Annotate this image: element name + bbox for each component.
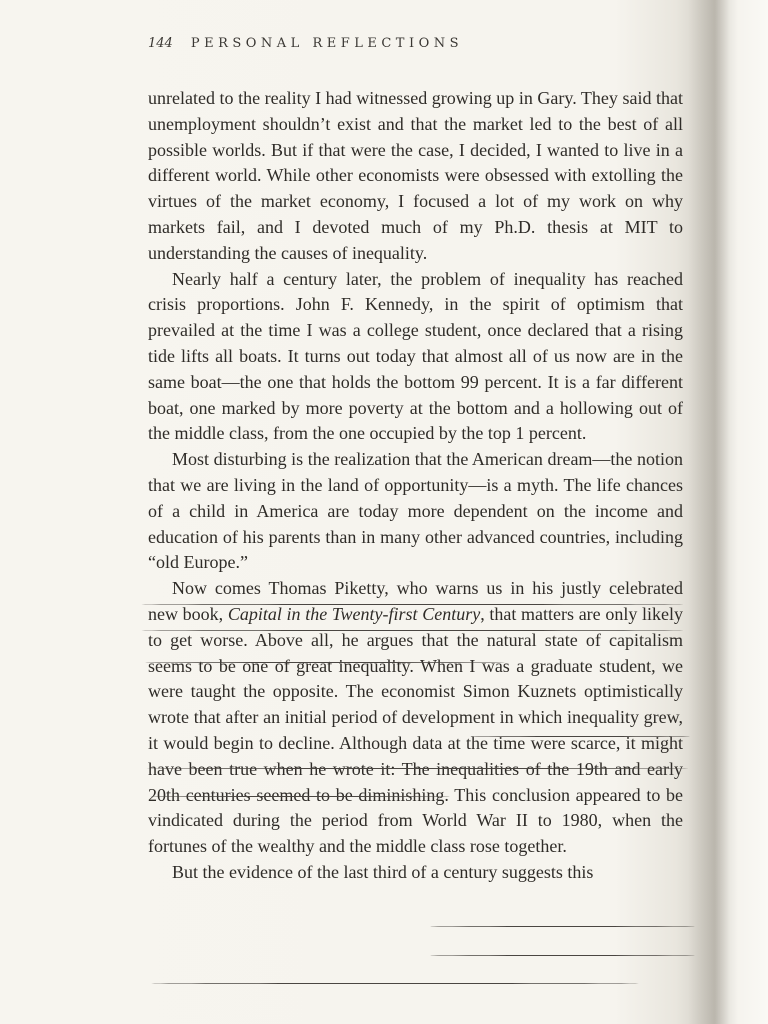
pen-underline bbox=[470, 736, 690, 737]
running-title: PERSONAL REFLECTIONS bbox=[190, 36, 464, 51]
pen-underline bbox=[140, 604, 685, 605]
paragraph-5: But the evidence of the last third of a century suggests this bbox=[172, 861, 594, 882]
pen-underline bbox=[140, 630, 685, 631]
pen-underline bbox=[150, 796, 450, 797]
paragraph-1: unrelated to the reality I had witnessed growing up in Gary. They said that unemployment shouldn’t exist and that the market led to the best of all possible worlds. But if that were the case, I decided, I wanted to live in a different world. While other economists were obsessed with extolling the virtues of the market economy, I focused a lot of my work on why markets fail, and I devoted much of my Ph.D. thesis at MIT to understanding the causes of inequality. bbox=[148, 88, 683, 263]
pen-underline bbox=[145, 768, 690, 769]
page-number: 144 bbox=[148, 36, 173, 51]
paragraph-4-end: , that matters are only likely to get worse. Above all, he argues that the natural state of capitalism seems to be one of great inequality. When I was a graduate student, we were taught the opposite. The economist Simon Kuznets optimistically wrote that after an initial period of development in which inequality grew, it would begin to decline. Although data at the time were scarce, it might have been true when he wrote it: The inequalities of the 19th and early 20th centuries seemed to be diminishing. This conclusion appeared to be vindicated during the period from World War II to 1980, when the fortunes of the wealthy and the middle class rose together. bbox=[148, 603, 683, 857]
paragraph-3: Most disturbing is the realization that the American dream—the notion that we are living in the land of opportunity—is a myth. The life chances of a child in America are today more dependent on the income and education of his parents than in many other advanced countries, including “old Europe.” bbox=[148, 449, 683, 573]
paragraph-2: Nearly half a century later, the problem of inequality has reached crisis proportions. John F. Kennedy, in the spirit of optimism that prevailed at the time I was a college student, once declared that a rising tide lifts all boats. It turns out today that almost all of us now are in the same boat—the one that holds the bottom 99 percent. It is a far different boat, one marked by more poverty at the bottom and a hollowing out of the middle class, from the one occupied by the top 1 percent. bbox=[148, 268, 683, 444]
pen-underline bbox=[430, 955, 695, 956]
running-header bbox=[148, 36, 463, 51]
pen-underline bbox=[145, 662, 505, 663]
pen-underline bbox=[150, 983, 640, 984]
paragraph-4 bbox=[148, 576, 683, 860]
paragraph-4-start: Now comes Thomas Piketty, who warns us in his justly celebrated new book, bbox=[148, 578, 683, 624]
book-title: Capital in the Twenty-first Century bbox=[227, 603, 481, 624]
body-text bbox=[148, 86, 683, 886]
book-gutter-shadow bbox=[688, 0, 738, 1024]
pen-underline bbox=[430, 926, 695, 927]
